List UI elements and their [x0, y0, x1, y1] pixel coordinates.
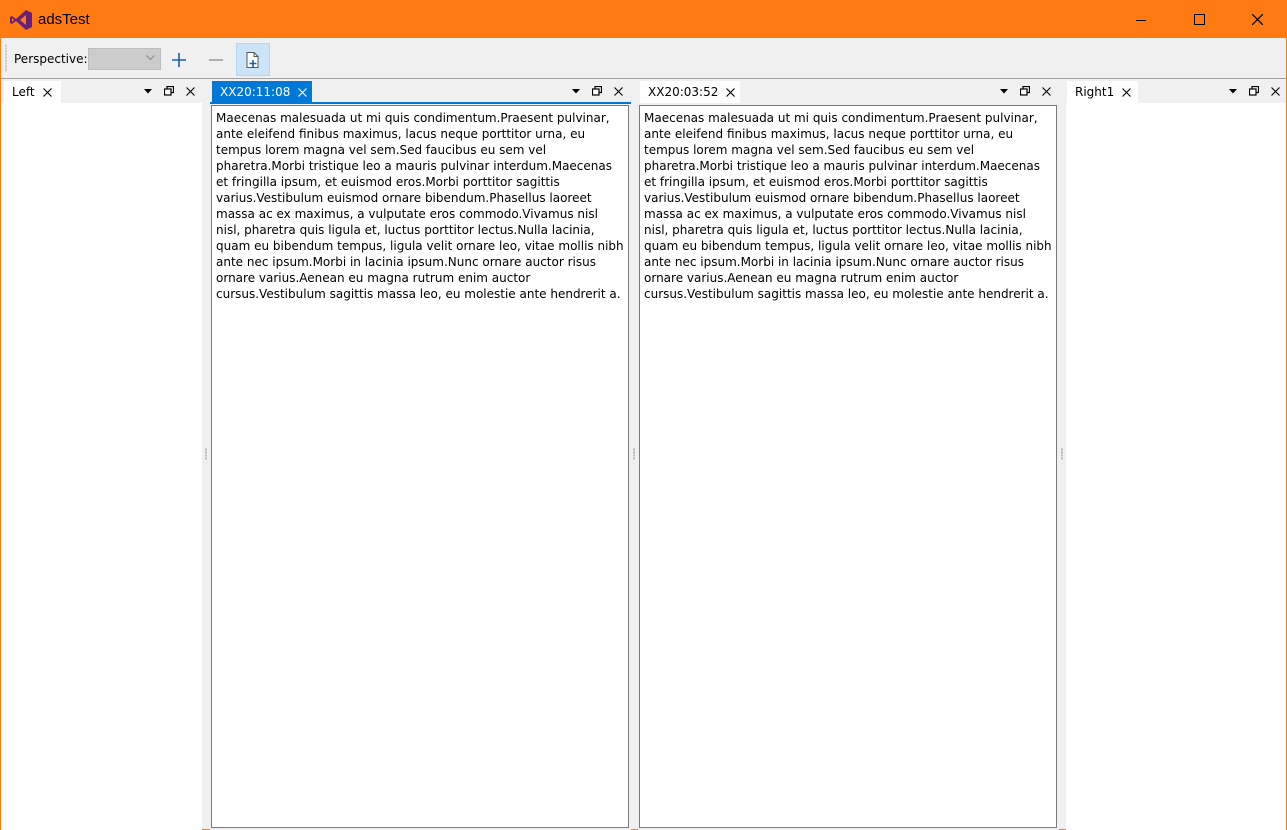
undock-button[interactable]	[1246, 83, 1262, 99]
close-area-button[interactable]	[1267, 83, 1283, 99]
document-text-1[interactable]: Maecenas malesuada ut mi quis condimentum.Praesent pulvinar, ante eleifend finibus maximus, lacus neque porttitor urna, eu tempus lorem magna vel sem.Sed faucibus eu sem vel pharetra.Morbi tristique leo a mauris pulvinar interdum.Maecenas et fringilla ipsum, et euismod eros.Morbi porttitor sagittis varius.Vestibulum euismod ornare bibendum.Phasellus laoreet massa ac ex maximus, a vulputate eros commodo.Vivamus nisl nisl, pharetra quis ligula et, luctus porttitor lectus.Nulla lacinia, quam eu bibendum tempus, ligula velit ornare leo, vitae mollis nibh ante nec ipsum.Morbi in lacinia ipsum.Nunc ornare auctor risus ornare varius.Aenean eu magna rutrum enim auctor cursus.Vestibulum sagittis massa leo, eu molestie ante hendrerit a.	[211, 105, 629, 828]
perspective-label: Perspective:	[14, 52, 88, 66]
close-icon	[1252, 14, 1263, 25]
close-area-button[interactable]	[182, 83, 198, 99]
close-icon	[1122, 88, 1131, 97]
plus-icon	[172, 53, 186, 67]
minimize-button[interactable]	[1112, 1, 1170, 38]
minus-icon	[209, 53, 223, 67]
right-panel-content	[1066, 103, 1286, 830]
restore-icon	[1020, 86, 1030, 96]
splitter[interactable]	[202, 80, 210, 830]
chevron-down-icon	[1229, 89, 1237, 94]
close-icon	[186, 87, 195, 96]
undock-button[interactable]	[589, 83, 605, 99]
tab-left[interactable]	[4, 81, 61, 103]
tabs-menu-button[interactable]	[1225, 83, 1241, 99]
tab-bar-center-1	[210, 80, 631, 103]
splitter[interactable]	[1058, 80, 1066, 830]
tab-bar-right	[1066, 80, 1286, 103]
tab-document-1[interactable]	[212, 81, 312, 103]
document-text-2[interactable]: Maecenas malesuada ut mi quis condimentum.Praesent pulvinar, ante eleifend finibus maximus, lacus neque porttitor urna, eu tempus lorem magna vel sem.Sed faucibus eu sem vel pharetra.Morbi tristique leo a mauris pulvinar interdum.Maecenas et fringilla ipsum, et euismod eros.Morbi porttitor sagittis varius.Vestibulum euismod ornare bibendum.Phasellus laoreet massa ac ex maximus, a vulputate eros commodo.Vivamus nisl nisl, pharetra quis ligula et, luctus porttitor lectus.Nulla lacinia, quam eu bibendum tempus, ligula velit ornare leo, vitae mollis nibh ante nec ipsum.Morbi in lacinia ipsum.Nunc ornare auctor risus ornare varius.Aenean eu magna rutrum enim auctor cursus.Vestibulum sagittis massa leo, eu molestie ante hendrerit a.	[639, 105, 1057, 828]
chevron-down-icon	[1000, 89, 1008, 94]
visual-studio-icon	[10, 10, 32, 30]
toolbar-grip[interactable]	[5, 44, 7, 72]
restore-icon	[1249, 86, 1259, 96]
add-perspective-button[interactable]	[162, 43, 196, 76]
tab-document-2[interactable]	[640, 81, 740, 103]
tab-right1-label: Right1	[1075, 85, 1115, 99]
remove-perspective-button[interactable]	[199, 43, 233, 76]
minimize-icon	[1136, 15, 1146, 25]
close-icon	[43, 88, 52, 97]
tab-document-1-label: XX20:11:08	[220, 85, 291, 99]
chevron-down-icon	[144, 89, 152, 94]
dock-area-right	[1066, 80, 1286, 830]
close-icon	[726, 88, 735, 97]
left-panel-content	[1, 103, 202, 830]
maximize-button[interactable]	[1170, 1, 1228, 38]
toolbar	[1, 38, 1286, 79]
tab-right1[interactable]	[1067, 81, 1138, 103]
restore-icon	[164, 86, 174, 96]
window-title: adsTest	[38, 11, 90, 28]
close-window-button[interactable]	[1228, 1, 1286, 38]
new-document-icon	[246, 52, 260, 68]
restore-icon	[592, 86, 602, 96]
splitter-grip[interactable]	[633, 448, 635, 460]
tab-close-button[interactable]	[726, 88, 735, 97]
close-icon	[1042, 87, 1051, 96]
chevron-down-icon	[146, 55, 155, 61]
undock-button[interactable]	[161, 83, 177, 99]
undock-button[interactable]	[1017, 83, 1033, 99]
active-tab-indicator	[210, 102, 631, 104]
dock-area-center-1	[210, 80, 631, 830]
tab-close-button[interactable]	[1122, 88, 1131, 97]
splitter-grip[interactable]	[1061, 448, 1063, 460]
tab-bar-center-2	[638, 80, 1059, 103]
perspective-combo[interactable]	[88, 48, 161, 70]
chevron-down-icon	[572, 89, 580, 94]
tab-document-2-label: XX20:03:52	[648, 85, 719, 99]
dock-area-center-2	[638, 80, 1059, 830]
splitter-grip[interactable]	[205, 448, 207, 460]
dock-area-left	[1, 80, 202, 830]
tab-left-label: Left	[12, 85, 35, 99]
close-area-button[interactable]	[1038, 83, 1054, 99]
tabs-menu-button[interactable]	[996, 83, 1012, 99]
save-state-button[interactable]	[236, 43, 270, 76]
close-icon	[1271, 87, 1280, 96]
maximize-icon	[1194, 14, 1205, 25]
close-icon	[298, 88, 307, 97]
close-area-button[interactable]	[610, 83, 626, 99]
tabs-menu-button[interactable]	[140, 83, 156, 99]
tabs-menu-button[interactable]	[568, 83, 584, 99]
tab-close-button[interactable]	[298, 88, 307, 97]
close-icon	[614, 87, 623, 96]
splitter[interactable]	[630, 80, 638, 830]
tab-close-button[interactable]	[43, 88, 52, 97]
title-bar	[1, 1, 1286, 38]
tab-bar-left	[1, 80, 202, 103]
